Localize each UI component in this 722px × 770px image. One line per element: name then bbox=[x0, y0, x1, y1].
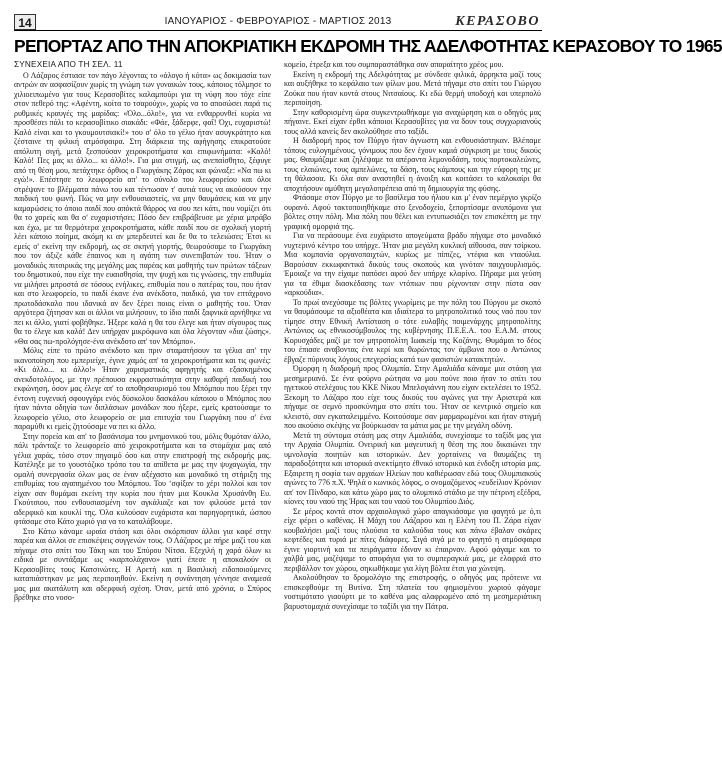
paragraph: Η διαδρομή προς τον Πύργο ήταν άγνωστη και ενθουσιάστηκαν. Βλέπαμε τόπους ευλογημένους, γόνιμους που δεν έχουν καμιά σύγκριση με τους δικούς μας. Θαυμάζαμε και ζηλέψαμε τα απέραντα λεμονοδάση, τους πορτοκαλεώνες, τους ελαιώνες, τους αμπελώνες, τα δάση, τους κάμπους και την εύφορη της με τη θάλασσα. Κι όλα σαν αναστηθεί η άνοιξη και κοιτάσει το καλοκαίρι θα αποχτήσουν αμύθητη μεγαλοπρέπεια από τη δημιουργία της φύσης. bbox=[284, 136, 541, 193]
paragraph: Ο Λάζαρος έστιασε τον πάγο λέγοντας το «άλογο ή κότα» ως δοκιμασία των αντρών αν ασφασίζουν χωρίς τη γνώμη των γυναικών τους, κάποιος τόλμησε το χιλιοειπωμένο για τους Κερασοβίτες καλαμπούρι για τη νύφη που τόχε είπε στον πεθερό της: «Αφέντη, κοίτα το τσαρούχι», χωρίς να το αποσώσει παρά τις ρυθμικές κραυγές της μαρίδας: «Όλο...όλο!», για να ενθαρρυνθεί κυρία να προσθέσει πάλι το κερασοβίτικο σιακάδι: «Φάε, ξάδερφε, φαΐ! Όχι, ευχαριστώ! Καλό είναι και το γκουμουτσιακί!» του σ' όλο το γέλιο ήταν ασυγκράτητο και ζέσταινε τη φιλική ατμόσφαιρα. Στη διάρκεια της αφήγησης επικρατούσε απόλυτη σιγή, μετά ξεσπούσαν χειροκροτήματα και επιφωνήματα: «Καλό! Καλό! Πες μας κι άλλο... κι άλλο!». Για μια στιγμή, ως ανεπαίσθητο, ξέφυγε από τη θέση μου, πετάχτηκε όρθιος ο Γιωργάκης Ζάρας και φώναξε: «Να πω κι εγώ!». Επέστησε το λεωφορείο απ' το σύνολο του λεωφορείου και όλοι στρέψανε το βλέμματα πάνω του και τέντωσαν τ' αυτιά τους να ακούσουν την παιδική του φωνή. Πώς να μην ενθουσιαστείς, να μην θαυμάσεις και να μην καμαρώσεις το όποιο παιδί που απόκτά θάρρος να σου πει κάτι, που νομίζει ότι θα το χαρείς και θα σ' ευχαριστήσει; Πόσο δεν επιβράβευσε με χέρια μπράβο και έχω, με τα θερμότερα χειροκροτήματα, κάθε παιδί που σε σχολική γιορτή λέει κάποιο ποίημα, ακόμη κι αν μπερδευτεί και δε θα το τελειώσει; Έτσι κι εμείς σ' εκείνη την εκδρομή, ως σε σκηνή γιορτής, θεωρούσαμε το Γιωργάκη που τον άξιζε κάθε έπαινος και η αγάπη των συνεπιβατών του. Ήταν ο μοναδικός πιτσιρικάς της μεγάλης μας παρέας και μαθητής των πρώτων τάξεων του δημοτικού, που είχε την ευαισθησία, την ψυχή και τις γνώσεις, την επιθυμία να μιλήσει μπροστά σε τόσους ενήλικες, επιθυμία που ο πατέρας του, που ήταν και στο λεωφορείο, το παιδί έκανε ένα ανέκδοτο, παιδικό, για τον επτάχρονο πρωτοδάσκαλο που ιδανικά αν δεν ξέρει ποιος είναι ο μαθητής του. Όταν αργότερα ζήτησαν και οι άλλοι να μιλήσουν, το ίδιο παιδί ξαφνικά αρνήθηκε να πει κι άλλο, γιατί φοβήθηκε. Ήξερε καλά η θα του έλεγε και ήταν σίγουρος πως θα το έλεγε και καλά! Δεν υπήρχαν μικρόφωνα και όλα λέγονταν «δια ζώσης». «Θα σας πω-προλόγησε-ένα ανέκδοτο απ' τον Μπόμπο». bbox=[14, 70, 271, 346]
paragraph: Όμορφη η διαδρομή προς Ολυμπία. Στην Αμαλιάδα κάναμε μια στάση για μεσημεριανό. Σε ένα φούρνο ρώτησα να μου πούνε ποιο ήταν το σπίτι του ηγετικού στελέχους του ΚΚΕ Νίκου Μπελογιάννη που είχαν εκτελέσει το 1952. Ξεκομη το Λάζαρο που είχε τους δικούς του αγώνες για την Αριστερά και πήγαμε σε σεμνό προσκύνημα στο σπίτι του. Ήταν σε κεντρικό σημείο και κλειστό, σαν εγκαταλειμμένο. Κοιτούσαμε σαν μαρμαρωμένοι και ήταν στιγμή που ακούσιο σκέψης να βούρκωσαν τα μάτια μας με την μεγάλη οδύνη. bbox=[284, 364, 541, 430]
paragraph: κομείο, έτρεξα και του συμπαραστάθηκα σαν απαραίτητο χρέος μου. bbox=[284, 60, 504, 69]
paragraph: Μόλις είπε το πρώτο ανέκδοτο και πριν σταματήσουν τα γέλια απ' την ικανοποίηση που εμπεριείχε, έγινε χαμός απ' τα χειροκροτήματα και τις φωνές: «Κι άλλο... κι άλλο!» Ήταν χαρισματικός αφηγητής και εξασκημένος ανεκδοτολόγος, με την πρέπουσα εκφραστικότητα στην καθαρή παιδική του εκφώνηση, όσον μας έλεγε απ' το αποθησαυρισμό του Μπόμπου που ξέρει την έντονη ευγενική σφουγγάρι ενός δύσκολου δασκάλου κάποιου ο Μπόμπος που ήταν πάντα οδηγία των διπλάσιων μονάδων που ήξερε, εμείς κρατούσαμε το λεωφορείο γέλιο, στο λεωφορείο σε μια επιτυχία του Γιωργάκη που σ' ένα παραμύθι κι εμείς ζητούσαμε να πει κι άλλο. bbox=[14, 346, 271, 431]
page-header bbox=[14, 14, 542, 31]
issue-date: ΙΑΝΟΥΑΡΙΟΣ - ΦΕΒΡΟΥΑΡΙΟΣ - ΜΑΡΤΙΟΣ 2013 bbox=[164, 16, 392, 27]
paragraph: Ακολούθησαν το δρομολόγιο της επιστροφής, ο οδηγός μας πρότεινε να επισκεφθούμε τη Βυτίνα. Στη πλατεία του φημισμένου χωριού φάγαμε νοστιμότατο γιαούρτι με το καθένα μας αλαφρωμένο από τη μεσημεριάτικη βαρυστομαχιά συνεχίσαμε το ταξίδι για την Πάτρα. bbox=[284, 573, 541, 611]
paragraph: Στην πορεία και απ' το βασάνισμα του μνημονικού του, μόλις θυμόταν άλλο, πάλι τράνταζε το λεωφορείο από χειροκροτήματα και τα στομάχια μας από γέλια χαράς, τόσο στον πηγαιμό όσο και στην επιστροφή της εκδρομής μας. Κατέληξε με το γουστόζικο τρόπο του τα απίθετα με μας την ψυχαγωγία, την ομαλή συνεργασία όλων μας σε έναν αξέχαστο και μοναδικό τη στήριξη της επιθυμίας του αγαπημένου του Μπόμπου. Του ‘σφίξαν το χέρι πολλοί και τον είχαν σαν θυμάμαι εκείνη την κυρία που ήταν μια Κουκλα Χρυσάνθη Ευ. Γκούτσιου, που ενθουσιασμένη τον αγκάλιαζε και τον φιλούσε μετά τον αδερφικό και κουκλί της. Όλα κυλούσαν ευχάριστα και παρηγορητικά, ώσπου φτάσαμε στο Κάτο χωριό για να το καταλάβουμε. bbox=[14, 431, 271, 526]
paragraph: Σε μέρος κοντά στον αρχαιολογικό χώρο απαγκιάσαμε για φαγητό με ό,τι είχε φέρει ο καθένας. Η Μάχη του Λάζαρου και η Ελένη του Π. Ζάρα είχαν κουβαλήσει μαζί τους πλούσια τα καλούδια τους και πάνω έβαλαν σκάρες κεφτέδες και τυριά με πίτες διάφορες. Σιγά σιγά με το φαγητό η ατμόσφαιρα έγινε γιορτινή και τα πειράγματα έδιναν κι έπαιρναν. Αφού φάγαμε και το χαλβά μας, μαζέψαμε το αποφάγια για το συμπεραγκιά μας, με ελαφριά στο περιβάλλον τον χώρου, σηκωθήκαμε για λίγη βόλτα έτσι για χώνεψη. bbox=[284, 506, 541, 573]
paragraph: Στην καθορισμένη ώρα συγκεντρωθήκαμε για αναχώρηση και ο οδηγός μας πήγαινε. Εκεί είχαν έρθει κάποιοι Κερασοβίτες για να δουν τους συγχωριανούς τους αλλά κανείς δεν ακολούθησε στο ταξίδι. bbox=[284, 107, 541, 136]
masthead-logo: ΚΕΡΑΣΟΒΟ bbox=[455, 14, 540, 29]
article-headline: ΡΕΠΟΡΤΑΖ ΑΠΟ ΤΗΝ ΑΠΟΚΡΙΑΤΙΚΗ ΕΚΔΡΟΜΗ ΤΗΣ ΑΔΕΛΦΟΤΗΤΑΣ ΚΕΡΑΣΟΒΟΥ ΤΟ 1965 bbox=[14, 36, 722, 56]
article-column-right bbox=[284, 60, 541, 760]
paragraph: Για να περάσουμε ένα ευχάριστο απογεύματα βράδυ πήγαμε στο μοναδικό νυχτερινό κέντρο του υπήρχε. Ήταν μια μεγάλη κυκλική αίθουσα, σαν τσίρκου. Μια κομπανία οργανοπαιχτών, κυρίως με πίπιζες, ντέφια και νταούλια. Βαρούσαν εκκωφαντικά δικούς τους σκοπούς και γινόταν παιχγουρλισμός. Έμοιαζε να την είχαμε παπόσει αφού δεν υπήρχε κλαρίνο. Πήραμε μια γεύση για τα έθιμα διασκέδασης των ντόπιων που ρίχνονταν στην πίστα σαν «αρκούδια». bbox=[284, 231, 541, 297]
paragraph: Στο Κάτω κάναμε ωραία στάση και όλοι σκόρπισαν άλλοι για καφέ στην παρέα και άλλοι σε επισκέψεις συγγενών τους. Ο Λάζαρος με πήρε μαζί του και πήγαμε στο σπίτι του Τάκη και του Σπύρου Νίτσα. Εξεχιλή η χαρά όλων κι ειδικά με συντάξαμε ως «καρπολάχανο» γιατί έπεσε η αποκαλούν οι Κερασοβίτες τους Κατσινώτες. Η Αρετή και η Βασιλική ειδοποιούμενες καταπιάστηκαν με μας περιποιηθούν. Εκείνη η συνάντηση γέννησε αναμεσά μας μια ακατάλυτη και αδερφική σχέση. Όταν, μετά από χρόνια, ο Σπύρος βρέθηκε στο νοσο- bbox=[14, 526, 271, 602]
paragraph: Το πρωί ανεχύσαμε τις βόλτες γνωρίμεις με την πόλη του Πύργου με σκοπό να θαυμάσουμε τα αξιοθέατα και ιδιαίτερα το μητροπολιτικό τους ναό που τον τίμησε στην Εθνική Αντίσταση ο τότε ευλαβής ποιμενάρχης μητροπολίτης Αντώνιος ως εθνικοσύμβουλος της κυβέρνησης Π.Ε.Ε.Α. του Ε.Α.Μ. στους Κορυσχάδες μαζί με τον μητροπολίτη Ιωακείμ της Κοζάνης. Θυμάμαι το δέος του έπιασε αναβοντας ένα κερί και θωρώντας τον άμβωνα που ο Αντώνιος έβγαζε πύρινους λόγους επεγερσίας κατά των φασιστών κατακτητών. bbox=[284, 297, 541, 364]
page-number: 14 bbox=[14, 14, 36, 30]
paragraph: Εκείνη η εκδρομή της Αδελφότητας με σύνδεσε φιλικά, άρρηκτα μαζί τους και αυξήθηκε το κεφάλαιο των φίλων μου. Μετά πήγαμε στο σπίτι του Γιώργου Ζούκα που ήταν κοντά στους Νιτσαίους. Κι εδώ θερμή υποδοχή και υπερπολύ περιποίηση. bbox=[284, 69, 541, 107]
paragraph: Μετά τη σύντομα στάση μας στην Αμαλιάδα, συνεχίσαμε το ταξίδι μας για την Αρχαία Ολυμπία. Ονειρική και μαγευτική η θέση της που δικαιώνει την υμνολογία ποιητών και ιστορικών. Δεν χορταίνεις να θαυμάζεις τη παραδοξότητα και ιστορικά ανεκτίμητο έθνικό ιστορικό και ένδοξη ιστορία μας. Εξαιρετη η σοφία των αρχαίων Ηλείων που καθιέρωσαν εδώ τους Ολυμπιακούς αγώνες το 776 π.Χ. Ψηλά ο κωνικός λόφος, ο ονομαζόμενος «ευδείλιον Κρόνιον απ' τον Πίνδαρο, και κάτω χώρο μας το ολυμπικό στάδιο με την πέτρινη εξέδρα, κίονες του ναού της Ήρας και του ναού του Ολυμπίου Διός. bbox=[284, 430, 541, 506]
article-column-left bbox=[14, 60, 271, 760]
paragraph: Φτάσαμε στον Πύργο με το βασίλεμα του ήλιου και μ' έναν πεμέργιο γκρίζο ουρανό. Αφού τακτοποιηθήκαμε στο ξενοδοχείο, ξεπορτίσαμε ανυπόμονα για βόλτες στην πόλη. Μια πόλη που θέλει και εντυπωσιάζει τον επισκέπτη με την γραφική ομορφιά της. bbox=[284, 193, 541, 231]
continued-label: ΣΥΝΕΧΕΙΑ ΑΠΟ ΤΗ ΣΕΛ. 11 bbox=[14, 60, 123, 69]
